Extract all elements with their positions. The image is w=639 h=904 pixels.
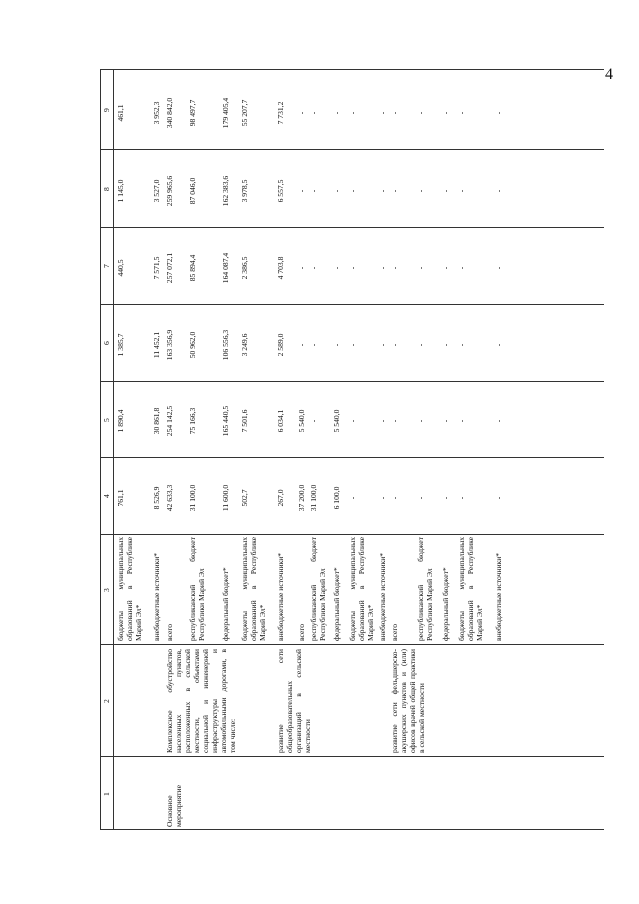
value-cell-v6: -: [390, 343, 399, 347]
source-cell: федеральный бюджет*: [221, 567, 230, 641]
value-cell-v8: -: [309, 189, 318, 193]
col-line: [100, 644, 604, 645]
value-cell-v9: -: [494, 111, 503, 115]
value-cell-v8: -: [494, 189, 503, 193]
source-cell: бюджеты муниципальных образований в Республике Марий Эл*: [240, 537, 267, 641]
value-cell-v7: -: [332, 266, 341, 270]
value-cell-v8: -: [390, 189, 399, 193]
value-cell-v4: 502,7: [240, 489, 249, 507]
value-cell-v9: -: [390, 111, 399, 115]
col-line: [100, 149, 604, 150]
value-cell-v6: 50 962,0: [188, 331, 197, 359]
source-cell: всего: [390, 623, 399, 641]
value-cell-v7: -: [390, 266, 399, 270]
value-cell-v9: 461,1: [116, 104, 125, 122]
value-cell-v9: -: [297, 111, 306, 115]
value-cell-v5: -: [378, 419, 387, 423]
value-cell-v9: -: [309, 111, 318, 115]
value-cell-v8: 1 145,0: [116, 179, 125, 203]
value-cell-v5: 7 501,6: [240, 409, 249, 433]
source-cell: республиканский бюджет Республики Марий Эл: [416, 537, 434, 641]
value-cell-v8: 3 978,5: [240, 179, 249, 203]
value-cell-v6: 106 556,3: [221, 329, 230, 361]
value-cell-v5: -: [441, 419, 450, 423]
value-cell-v7: -: [297, 266, 306, 270]
value-cell-v8: -: [297, 189, 306, 193]
value-cell-v8: 259 965,6: [165, 175, 174, 207]
value-cell-v6: -: [416, 343, 425, 347]
value-cell-v9: -: [378, 111, 387, 115]
value-cell-v8: 87 046,0: [188, 177, 197, 205]
value-cell-v4: 761,1: [116, 489, 125, 507]
value-cell-v4: -: [378, 496, 387, 500]
main-activity-label: Основное мероприятие: [165, 785, 183, 827]
value-cell-v8: -: [457, 189, 466, 193]
value-cell-v4: 42 633,3: [165, 484, 174, 512]
source-cell: федеральный бюджет*: [441, 567, 450, 641]
value-cell-v4: 8 526,9: [152, 486, 161, 510]
value-cell-v7: 440,5: [116, 259, 125, 277]
header-col-2: 2: [102, 699, 111, 703]
value-cell-v5: -: [416, 419, 425, 423]
value-cell-v4: 37 200,0: [297, 484, 306, 512]
value-cell-v7: -: [348, 266, 357, 270]
header-col-1: 1: [102, 792, 111, 796]
value-cell-v5: -: [494, 419, 503, 423]
source-cell: внебюджетные источники*: [152, 552, 161, 641]
value-cell-v9: 3 952,3: [152, 101, 161, 125]
source-cell: внебюджетные источники*: [378, 552, 387, 641]
value-cell-v8: -: [441, 189, 450, 193]
value-cell-v7: -: [441, 266, 450, 270]
header-separator-line: [113, 70, 114, 830]
value-cell-v6: 1 385,7: [116, 333, 125, 357]
value-cell-v4: 31 100,0: [188, 484, 197, 512]
value-cell-v9: -: [348, 111, 357, 115]
value-cell-v8: -: [378, 189, 387, 193]
header-col-8: 8: [102, 187, 111, 191]
value-cell-v5: 30 861,8: [152, 407, 161, 435]
value-cell-v5: 165 440,5: [221, 405, 230, 437]
header-col-3: 3: [102, 588, 111, 592]
value-cell-v6: 3 249,6: [240, 333, 249, 357]
table-top-line: [100, 70, 101, 830]
source-cell: республиканский бюджет Республики Марий Эл: [188, 537, 206, 641]
source-cell: республиканский бюджет Республики Марий Эл: [309, 537, 327, 641]
value-cell-v7: 4 703,8: [276, 256, 285, 280]
col-line: [100, 457, 604, 458]
header-col-4: 4: [102, 494, 111, 498]
source-cell: бюджеты муниципальных образований в Республике Марий Эл*: [348, 537, 375, 641]
value-cell-v4: -: [416, 496, 425, 500]
value-cell-v7: 2 386,5: [240, 256, 249, 280]
header-col-5: 5: [102, 418, 111, 422]
activity-fap: развитие сети фельдшерско-акушерских пунктов и (или) офисов врачей общей практики в сельской местности: [390, 649, 426, 753]
source-cell: внебюджетные источники*: [276, 552, 285, 641]
value-cell-v9: -: [416, 111, 425, 115]
value-cell-v6: -: [348, 343, 357, 347]
source-cell: внебюджетные источники*: [494, 552, 503, 641]
col-line: [100, 756, 604, 757]
value-cell-v9: 98 497,7: [188, 99, 197, 127]
rotated-table: [100, 70, 600, 830]
value-cell-v8: 162 383,6: [221, 175, 230, 207]
value-cell-v5: 5 540,0: [332, 409, 341, 433]
value-cell-v7: -: [309, 266, 318, 270]
header-col-6: 6: [102, 341, 111, 345]
col-line: [100, 227, 604, 228]
col-line: [100, 304, 604, 305]
value-cell-v7: 257 072,1: [165, 252, 174, 284]
value-cell-v8: -: [348, 189, 357, 193]
value-cell-v8: -: [416, 189, 425, 193]
value-cell-v7: 164 087,4: [221, 252, 230, 284]
value-cell-v9: 7 731,2: [276, 101, 285, 125]
value-cell-v4: 31 100,0: [309, 484, 318, 512]
value-cell-v4: 11 600,0: [221, 484, 230, 512]
value-cell-v5: -: [390, 419, 399, 423]
value-cell-v4: 6 100,0: [332, 486, 341, 510]
value-cell-v6: -: [297, 343, 306, 347]
value-cell-v5: -: [309, 419, 318, 423]
source-cell: федеральный бюджет*: [332, 567, 341, 641]
value-cell-v6: -: [457, 343, 466, 347]
value-cell-v9: -: [457, 111, 466, 115]
value-cell-v6: -: [494, 343, 503, 347]
value-cell-v4: -: [348, 496, 357, 500]
value-cell-v6: -: [441, 343, 450, 347]
value-cell-v7: 85 894,4: [188, 254, 197, 282]
value-cell-v6: 163 356,9: [165, 329, 174, 361]
value-cell-v5: 6 034,1: [276, 409, 285, 433]
value-cell-v5: 5 540,0: [297, 409, 306, 433]
value-cell-v7: 7 571,5: [152, 256, 161, 280]
value-cell-v6: -: [378, 343, 387, 347]
value-cell-v5: 75 166,3: [188, 407, 197, 435]
source-cell: бюджеты муниципальных образований в Республике Марий Эл*: [116, 537, 143, 641]
header-col-7: 7: [102, 264, 111, 268]
value-cell-v6: -: [309, 343, 318, 347]
value-cell-v4: -: [441, 496, 450, 500]
value-cell-v7: -: [416, 266, 425, 270]
value-cell-v8: 3 527,0: [152, 179, 161, 203]
activity-schools: развитие сети общеобразовательных организаций в сельской местности: [276, 649, 312, 753]
value-cell-v6: 2 589,0: [276, 333, 285, 357]
value-cell-v5: -: [457, 419, 466, 423]
col-line: [100, 534, 604, 535]
value-cell-v9: 340 842,0: [165, 97, 174, 129]
col-line: [100, 381, 604, 382]
col-line: [100, 69, 604, 70]
value-cell-v9: 179 405,4: [221, 97, 230, 129]
col-line: [100, 829, 604, 830]
value-cell-v7: -: [457, 266, 466, 270]
page-number: 4: [605, 66, 613, 83]
source-cell: всего: [297, 623, 306, 641]
value-cell-v8: 6 557,5: [276, 179, 285, 203]
value-cell-v6: 11 452,1: [152, 331, 161, 359]
value-cell-v6: -: [332, 343, 341, 347]
source-cell: бюджеты муниципальных образований в Республике Марий Эл*: [457, 537, 484, 641]
value-cell-v9: 55 207,7: [240, 99, 249, 127]
value-cell-v5: -: [348, 419, 357, 423]
value-cell-v9: -: [441, 111, 450, 115]
source-cell: всего: [165, 623, 174, 641]
value-cell-v4: -: [494, 496, 503, 500]
value-cell-v5: 254 142,5: [165, 405, 174, 437]
value-cell-v4: 267,0: [276, 489, 285, 507]
activity-complex: Комплексное обустройство населенных пунктов, расположенных в сельской местности, объектами социальной и инженерной инфраструктуры и автомобильными дорогами, в том числе:: [165, 649, 237, 753]
value-cell-v4: -: [390, 496, 399, 500]
value-cell-v5: 1 890,4: [116, 409, 125, 433]
value-cell-v4: -: [457, 496, 466, 500]
value-cell-v8: -: [332, 189, 341, 193]
header-col-9: 9: [102, 108, 111, 112]
value-cell-v7: -: [378, 266, 387, 270]
value-cell-v7: -: [494, 266, 503, 270]
value-cell-v9: -: [332, 111, 341, 115]
